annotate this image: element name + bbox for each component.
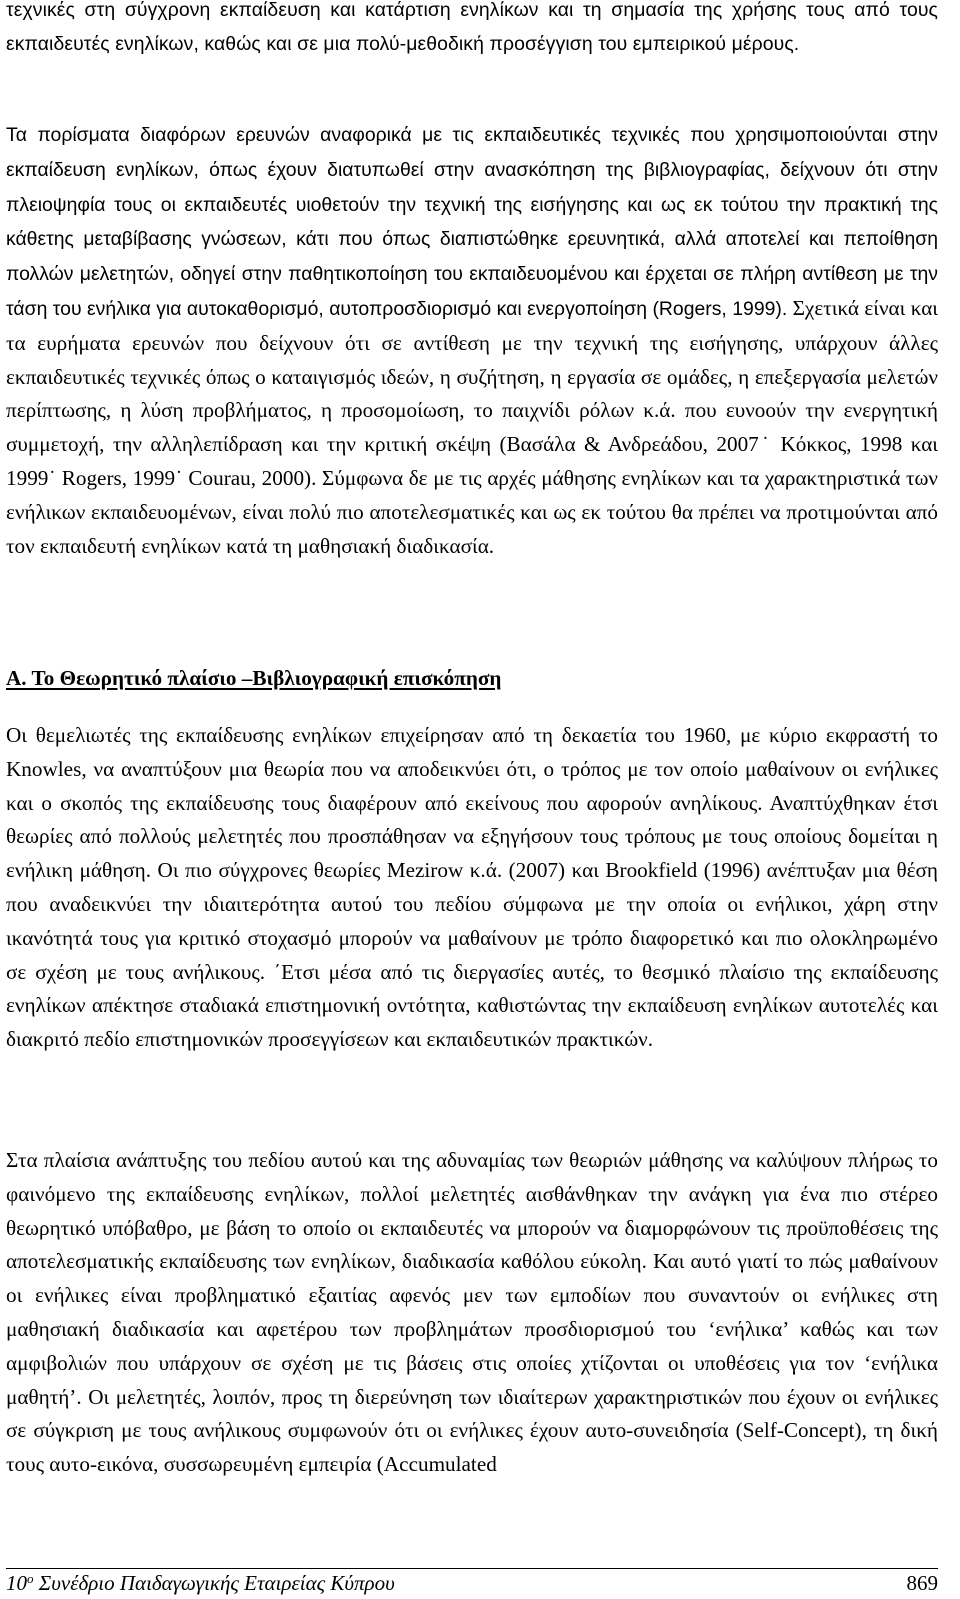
section-heading: Α. Το Θεωρητικό πλαίσιο –Βιβλιογραφική επισκόπηση <box>6 666 502 690</box>
footer-conference-suffix: ο <box>27 1571 34 1586</box>
page-number: 869 <box>906 1571 938 1595</box>
page-footer <box>6 1568 938 1598</box>
footer-conference-name: Συνέδριο Παιδαγωγικής Εταιρείας Κύπρου <box>38 1571 395 1595</box>
findings-paragraph-serif-part: Σχετικά είναι και τα ευρήματα ερευνών που δείχνουν ότι σε αντίθεση με την τεχνική της εισήγησης, υπάρχουν άλλες εκπαιδευτικές τεχνικές όπως ο καταιγισμός ιδεών, η συζήτηση, η εργασία σε ομάδες, η επεξεργασία μελετών περίπτωσης, η λύση προβλήματος, η προσομοίωση, το παιχνίδι ρόλων κ.ά. που ευνοούν την ενεργητική συμμετοχή, την αλληλεπίδραση και την κριτική σκέψη (Βασάλα & Ανδρεάδου, 2007˙ Κόκκος, 1998 και 1999˙ Rogers, 1999˙ Courau, 2000). Σύμφωνα δε με τις αρχές μάθησης ενηλίκων και τα χαρακτηριστικά των ενήλικων εκπαιδευομένων, είναι πολύ πιο αποτελεσματικές και ως εκ τούτου θα πρέπει να προτιμούνται από τον εκπαιδευτή ενηλίκων κατά τη μαθησιακή διαδικασία. <box>6 295 938 558</box>
theory-paragraph: Οι θεμελιωτές της εκπαίδευσης ενηλίκων επιχείρησαν από τη δεκαετία του 1960, με κύριο εκφραστή το Knowles, να αναπτύξουν μια θεωρία που να αποδεικνύει ότι, ο τρόπος με τον οποίο μαθαίνουν οι ενήλικες και ο σκοπός της εκπαίδευσης τους διαφέρουν από εκείνους που αφορούν ανηλίκους. Αναπτύχθηκαν έτσι θεωρίες από πολλούς μελετητές που προσπάθησαν να εξηγήσουν τους τρόπους με τους οποίους δομείται η ενήλικη μάθηση. Οι πιο σύγχρονες θεωρίες Mezirow κ.ά. (2007) και Brookfield (1996) ανέπτυξαν μια θέση που αναδεικνύει την ιδιαιτερότητα αυτού του πεδίου σύμφωνα με την οποία οι ενήλικοι, χάρη στην ικανότητά τους για κριτικό στοχασμό μπορούν να μαθαίνουν με τρόπο διαφορετικό και πιο ολοκληρωμένο σε σχέση με τους ανήλικους. ΄Ετσι μέσα από τις διεργασίες αυτές, το θεσμικό πλαίσιο της εκπαίδευσης ενηλίκων απέκτησε σταδιακά επιστημονική οντότητα, καθιστώντας την εκπαίδευση ενηλίκων αυτοτελές και διακριτό πεδίο επιστημονικών προσεγγίσεων και εκπαιδευτικών πρακτικών. <box>6 723 938 1052</box>
footer-conference-number: 10 <box>6 1571 27 1595</box>
findings-paragraph <box>6 118 938 563</box>
document-page <box>6 0 938 1599</box>
intro-paragraph-tail: τεχνικές στη σύγχρονη εκπαίδευση και κατάρτιση ενηλίκων και τη σημασία της χρήσης τους από τους εκπαιδευτές ενηλίκων, καθώς και σε μια πολύ-μεθοδική προσέγγιση του εμπειρικού μέρους. <box>6 0 938 55</box>
footer-conference-title <box>6 1568 395 1598</box>
context-paragraph: Στα πλαίσια ανάπτυξης του πεδίου αυτού και της αδυναμίας των θεωριών μάθησης να καλύψουν πλήρως το φαινόμενο της εκπαίδευσης ενηλίκων, πολλοί μελετητές αισθάνθηκαν την ανάγκη για ένα πιο στέρεο θεωρητικό υπόβαθρο, με βάση το οποίο οι εκπαιδευτές να μπορούν να διαμορφώνουν τις προϋποθέσεις της αποτελεσματικής εκπαίδευσης των ενηλίκων, διαδικασία καθόλου εύκολη. Και αυτό γιατί το πώς μαθαίνουν οι ενήλικες είναι προβληματικό εξαιτίας αφενός μεν των εμποδίων που συναντούν οι ενήλικες στη μαθησιακή διαδικασία και αφετέρου των προβλημάτων προσδιορισμού του ‘ενήλικα’ καθώς και των αμφιβολιών που υπάρχουν σε σχέση με τις βάσεις στις οποίες χτίζονται οι υποθέσεις για τον ‘ενήλικα μαθητή’. Οι μελετητές, λοιπόν, προς τη διερεύνηση των ιδιαίτερων χαρακτηριστικών που έχουν οι ενήλικες σε σύγκριση με τους ανήλικους συμφωνούν ότι οι ενήλικες έχουν αυτο-συνειδησία (Self-Concept), τη δική τους αυτο-εικόνα, συσσωρευμένη εμπειρία (Accumulated <box>6 1148 938 1477</box>
findings-paragraph-sans-part: Τα πορίσματα διαφόρων ερευνών αναφορικά με τις εκπαιδευτικές τεχνικές που χρησιμοποιούνται στην εκπαίδευση ενηλίκων, όπως έχουν διατυπωθεί στην ανασκόπηση της βιβλιογραφίας, δείχνουν ότι στην πλειοψηφία τους οι εκπαιδευτές υιοθετούν την τεχνική της εισήγησης και ως εκ τούτου την πρακτική της κάθετης μεταβίβασης γνώσεων, κάτι που όπως διαπιστώθηκε ερευνητικά, αλλά αποτελεί και πεποίθηση πολλών μελετητών, οδηγεί στην παθητικοποίηση του εκπαιδευομένου και έρχεται σε πλήρη αντίθεση με την τάση του ενήλικα για αυτοκαθορισμό, αυτοπροσδιορισμό και ενεργοποίηση (Rogers, 1999). <box>6 124 938 320</box>
